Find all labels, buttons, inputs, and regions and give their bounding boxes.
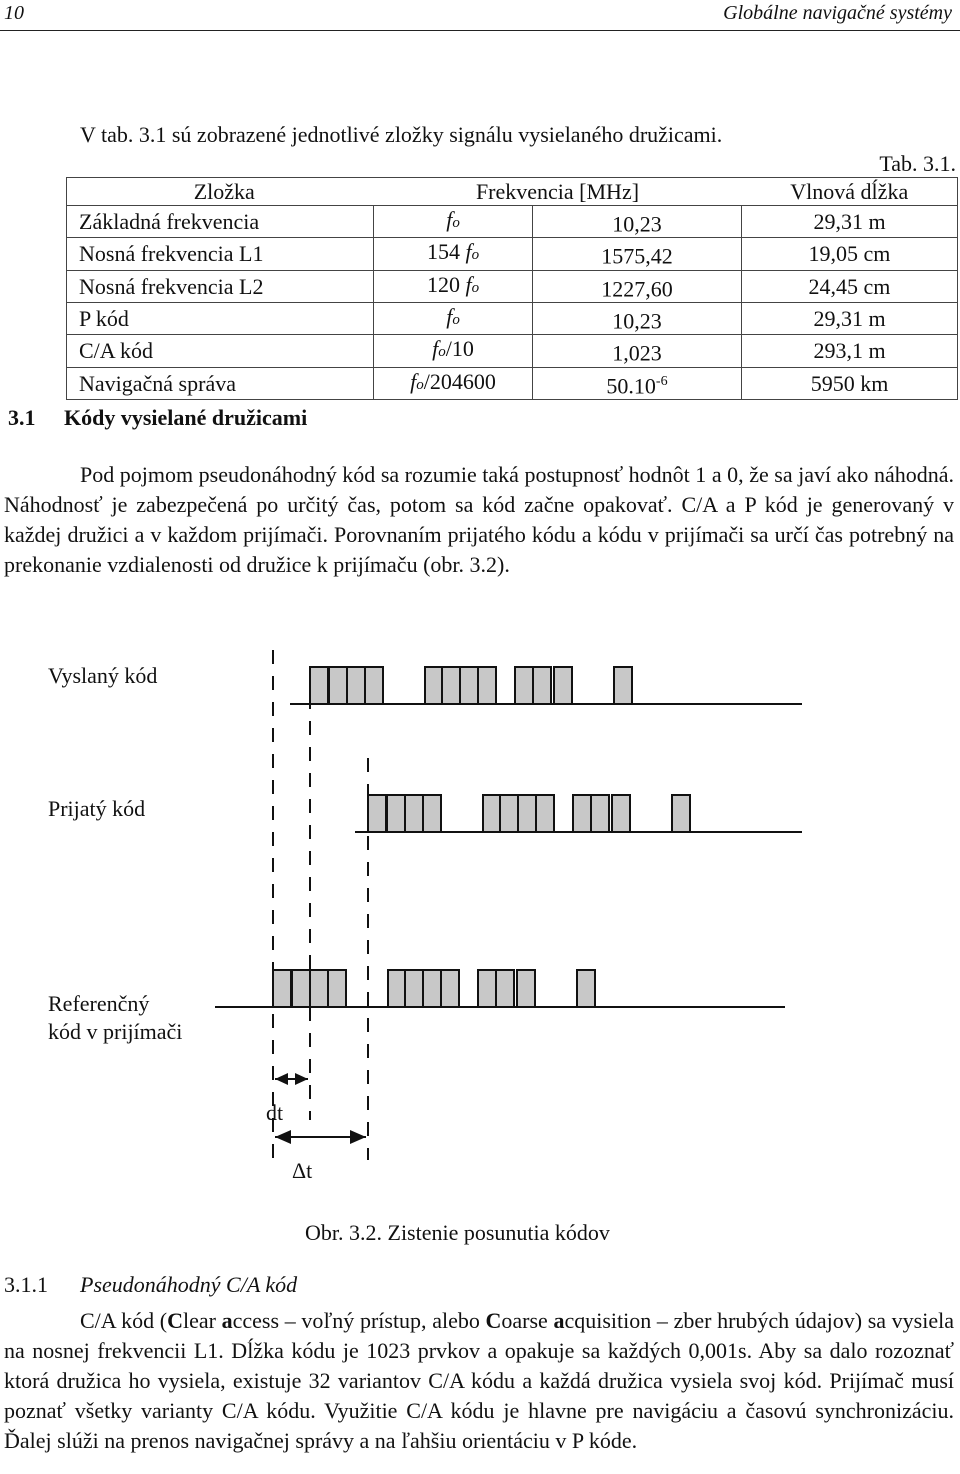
- reference-code-pulses: [273, 970, 595, 1007]
- code-pulse: [573, 795, 591, 832]
- cell-multiplier: [374, 238, 533, 270]
- frequency-value: 1227,60: [601, 275, 673, 301]
- symbol-f-o: [465, 239, 479, 264]
- table-header-row: [67, 178, 958, 206]
- header-frequency: Frekvencia [MHz]: [374, 178, 742, 206]
- label-sent-code: Vyslaný kód: [48, 663, 158, 688]
- code-pulse: [518, 795, 536, 832]
- symbol-f-o: [446, 304, 460, 329]
- symbol-f: f: [465, 239, 472, 265]
- section-heading: Kódy vysielané družicami: [64, 405, 308, 430]
- p2-bold-a2: a: [553, 1308, 565, 1333]
- code-pulse: [478, 970, 496, 1007]
- cell-frequency: [533, 335, 742, 367]
- code-pulse: [441, 970, 459, 1007]
- cell-wavelength: 19,05 cm: [742, 238, 958, 270]
- code-pulse: [554, 667, 572, 704]
- cell-frequency: [533, 367, 742, 399]
- table-caption: Tab. 3.1.: [879, 151, 956, 176]
- paragraph-pseudorandom-code: Pod pojmom pseudonáhodný kód sa rozumie taká postupnosť hodnôt 1 a 0, že sa javí ako náhodná. Náhodnosť je zabezpečená po určitý čas, potom sa kód začne opakovať. C/A a P kód je generovaný v každej družici a v každom prijímači. Porovnaním prijatého kódu a kódu v prijímači sa určí čas potrebný na prekonanie vzdialenosti od družice k prijímaču (obr. 3.2).: [4, 462, 954, 577]
- code-pulse: [423, 795, 441, 832]
- section-title: [8, 405, 307, 431]
- section-number: 3.1: [8, 405, 36, 430]
- cell-component: Nosná frekvencia L1: [67, 238, 374, 270]
- cell-multiplier: [374, 206, 533, 238]
- code-pulse: [496, 970, 514, 1007]
- cell-multiplier: [374, 367, 533, 399]
- code-pulse: [672, 795, 690, 832]
- cell-component: C/A kód: [67, 335, 374, 367]
- code-pulse: [347, 667, 365, 704]
- cell-frequency: [533, 238, 742, 270]
- symbol-o-subscript: o: [471, 247, 480, 264]
- symbol-f-o: [446, 207, 460, 232]
- code-pulse: [328, 970, 346, 1007]
- cell-multiplier: [374, 302, 533, 334]
- code-pulse: [517, 970, 535, 1007]
- symbol-f-o: [410, 369, 424, 394]
- code-pulse: [425, 667, 443, 704]
- code-pulse: [273, 970, 291, 1007]
- table-row: [67, 302, 958, 334]
- cell-wavelength: 24,45 cm: [742, 270, 958, 302]
- table-row: [67, 206, 958, 238]
- subsection-number: 3.1.1: [4, 1272, 48, 1297]
- cell-wavelength: 293,1 m: [742, 335, 958, 367]
- code-pulse: [577, 970, 595, 1007]
- multiplier-prefix: 154: [426, 239, 466, 265]
- p2-bold-a: a: [221, 1308, 233, 1333]
- code-pulse: [405, 795, 423, 832]
- code-pulse: [442, 667, 460, 704]
- intro-sentence: V tab. 3.1 sú zobrazené jednotlivé zložky signálu vysielaného družicami.: [80, 122, 723, 147]
- code-pulse: [405, 970, 423, 1007]
- page-header: [0, 0, 960, 31]
- table-row: [67, 270, 958, 302]
- p2-text-3: oarse: [501, 1308, 554, 1333]
- code-pulse: [368, 795, 386, 832]
- table-row: [67, 367, 958, 399]
- multiplier-suffix: /204600: [423, 368, 496, 394]
- code-pulse: [329, 667, 347, 704]
- code-pulse: [310, 970, 328, 1007]
- p2-bold-c: C: [167, 1308, 183, 1333]
- cell-component: P kód: [67, 302, 374, 334]
- signal-components-table: [66, 177, 958, 400]
- cell-multiplier: [374, 270, 533, 302]
- code-pulse: [460, 667, 478, 704]
- cell-component: Nosná frekvencia L2: [67, 270, 374, 302]
- multiplier-prefix: 120: [426, 271, 466, 297]
- symbol-f: f: [465, 271, 472, 297]
- frequency-exponent: -6: [655, 373, 668, 389]
- code-pulse: [500, 795, 518, 832]
- cell-frequency: [533, 270, 742, 302]
- p2-text-1: lear: [183, 1308, 222, 1333]
- code-pulse: [388, 970, 406, 1007]
- page-number: 10: [4, 2, 24, 24]
- frequency-value: 1575,42: [601, 243, 673, 269]
- dt-label: dt: [266, 1100, 284, 1125]
- multiplier-suffix: /10: [445, 336, 474, 362]
- sent-code-pulses: [310, 667, 632, 704]
- code-pulse: [387, 795, 405, 832]
- delta-t-arrow-right-head: [350, 1130, 366, 1144]
- received-code-pulses: [368, 795, 690, 832]
- delta-t-label: Δt: [292, 1158, 313, 1183]
- code-pulse: [483, 795, 501, 832]
- running-title: Globálne navigačné systémy: [723, 2, 952, 24]
- code-pulse: [478, 667, 496, 704]
- code-pulse: [515, 667, 533, 704]
- figure-caption: Obr. 3.2. Zistenie posunutia kódov: [305, 1220, 610, 1245]
- cell-frequency: [533, 302, 742, 334]
- code-pulse: [292, 970, 310, 1007]
- code-pulse: [423, 970, 441, 1007]
- p2-text-4: cquisition – zber hrubých údajov) sa vysiela na nosnej frekvencii L1. Dĺžka kódu je 1023 prvkov a opakuje sa každých 0,001s. Aby sa dalo rozoznať ktorá družica ho vysiela, existuje 32 variantov C/A kódu a každá družica vysiela svoj kód. Prijímač musí poznať všetky varianty C/A kódu. Využitie C/A kódu je hlavne pre navigáciu a časovú synchronizáciu. Ďalej slúži na prenos navigačnej správy a na ľahšiu orientáciu v P kóde.: [4, 1308, 954, 1453]
- p2-lead: C/A kód (: [80, 1308, 168, 1333]
- dt-arrow-left-head: [275, 1073, 288, 1085]
- table-row: [67, 335, 958, 367]
- p2-text-2: ccess – voľný prístup, alebo: [232, 1308, 486, 1333]
- frequency-value: 10,23: [612, 308, 662, 334]
- code-shift-diagram: [0, 640, 960, 1210]
- symbol-o-subscript: o: [452, 312, 460, 329]
- code-pulse: [365, 667, 383, 704]
- label-reference-code-line1: Referenčný: [48, 991, 150, 1016]
- symbol-f: f: [446, 304, 453, 330]
- cell-multiplier: [374, 335, 533, 367]
- cell-component: Navigačná správa: [67, 367, 374, 399]
- subsection-heading: Pseudonáhodný C/A kód: [80, 1272, 298, 1297]
- subsection-title: [4, 1272, 297, 1298]
- delta-t-arrow-left-head: [275, 1130, 291, 1144]
- header-wavelength: Vlnová dĺžka: [742, 178, 958, 206]
- cell-frequency: [533, 206, 742, 238]
- code-pulse: [612, 795, 630, 832]
- symbol-f: f: [446, 207, 453, 233]
- code-pulse: [614, 667, 632, 704]
- p2-bold-c2: C: [485, 1308, 502, 1333]
- code-pulse: [533, 667, 551, 704]
- cell-component: Základná frekvencia: [67, 206, 374, 238]
- code-pulse: [536, 795, 554, 832]
- symbol-o-subscript: o: [416, 376, 424, 393]
- symbol-f: f: [432, 336, 439, 362]
- table-row: [67, 238, 958, 270]
- symbol-f-o: [465, 272, 479, 297]
- symbol-o-subscript: o: [438, 344, 446, 361]
- frequency-value: 50.10: [606, 372, 656, 398]
- frequency-value: 1,023: [612, 340, 662, 366]
- cell-wavelength: 5950 km: [742, 367, 958, 399]
- symbol-f: f: [410, 368, 417, 394]
- header-component: Zložka: [67, 178, 374, 206]
- symbol-f-o: [432, 336, 446, 361]
- dt-arrow-right-head: [295, 1073, 308, 1085]
- label-received-code: Prijatý kód: [48, 796, 146, 821]
- label-reference-code-line2: kód v prijímači: [48, 1019, 183, 1044]
- paragraph-ca-code: [4, 1306, 954, 1456]
- code-pulse: [310, 667, 328, 704]
- cell-wavelength: 29,31 m: [742, 302, 958, 334]
- cell-wavelength: 29,31 m: [742, 206, 958, 238]
- code-pulse: [591, 795, 609, 832]
- frequency-value: 10,23: [612, 211, 662, 237]
- symbol-o-subscript: o: [452, 215, 460, 232]
- symbol-o-subscript: o: [471, 279, 480, 296]
